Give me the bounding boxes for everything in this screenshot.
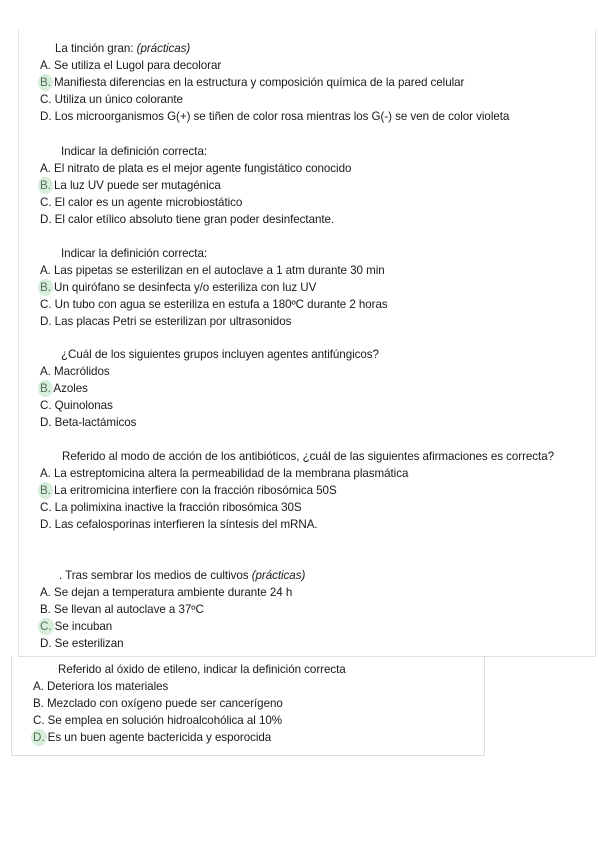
- question-6: [40, 567, 305, 652]
- option-c[interactable]: C. Un tubo con agua se esteriliza en estufa a 180ºC durante 2 horas: [40, 298, 388, 311]
- correct-answer-marker: B.: [40, 382, 51, 395]
- question-5: [40, 448, 580, 533]
- correct-answer-marker: D.: [33, 731, 45, 744]
- option-b[interactable]: B. Manifiesta diferencias en la estructura y composición química de la pared celular: [40, 76, 465, 89]
- question-1: [40, 40, 509, 125]
- option-d[interactable]: D. Se esterilizan: [40, 637, 124, 650]
- option-a[interactable]: A. Las pipetas se esterilizan en el autoclave a 1 atm durante 30 min: [40, 264, 385, 277]
- option-a[interactable]: A. Se dejan a temperatura ambiente durante 24 h: [40, 586, 293, 599]
- question-title: ¿Cuál de los siguientes grupos incluyen agentes antifúngicos?: [61, 348, 379, 361]
- option-d[interactable]: D. Las cefalosporinas interfieren la síntesis del mRNA.: [40, 518, 318, 531]
- option-a[interactable]: A. Macrólidos: [40, 365, 110, 378]
- option-b[interactable]: B. Un quirófano se desinfecta y/o esteriliza con luz UV: [40, 281, 317, 294]
- correct-answer-marker: B.: [40, 281, 51, 294]
- correct-answer-marker: B.: [40, 179, 51, 192]
- question-title: . Tras sembrar los medios de cultivos (prácticas): [59, 569, 306, 582]
- option-c[interactable]: C. Quinolonas: [40, 399, 113, 412]
- option-c[interactable]: C. Se emplea en solución hidroalcohólica al 10%: [33, 714, 283, 727]
- correct-answer-marker: B.: [40, 76, 51, 89]
- option-d[interactable]: D. Beta-lactámicos: [40, 416, 137, 429]
- correct-answer-marker: C.: [40, 620, 52, 633]
- question-title: La tinción gran: (prácticas): [55, 42, 191, 55]
- option-b[interactable]: B. Azoles: [40, 382, 88, 395]
- question-title: Referido al óxido de etileno, indicar la definición correcta: [58, 663, 346, 676]
- option-c[interactable]: C. Se incuban: [40, 620, 113, 633]
- option-c[interactable]: C. El calor es un agente microbiostático: [40, 196, 243, 209]
- question-3: [40, 245, 388, 330]
- option-d[interactable]: D. El calor etílico absoluto tiene gran poder desinfectante.: [40, 213, 335, 226]
- question-7: [33, 661, 346, 746]
- option-b[interactable]: B. Mezclado con oxígeno puede ser cancerígeno: [33, 697, 283, 710]
- option-b[interactable]: B. La luz UV puede ser mutagénica: [40, 179, 221, 192]
- question-4: [40, 346, 379, 431]
- option-d[interactable]: D. Los microorganismos G(+) se tiñen de color rosa mientras los G(-) se ven de color violeta: [40, 110, 510, 123]
- question-2: [40, 143, 351, 228]
- question-title: Indicar la definición correcta:: [61, 247, 208, 260]
- correct-answer-marker: B.: [40, 484, 51, 497]
- option-b[interactable]: B. La eritromicina interfiere con la fracción ribosómica 50S: [40, 484, 337, 497]
- option-a[interactable]: A. La estreptomicina altera la permeabilidad de la membrana plasmática: [40, 467, 409, 480]
- option-c[interactable]: C. La polimixina inactive la fracción ribosómica 30S: [40, 501, 302, 514]
- option-b[interactable]: B. Se llevan al autoclave a 37ºC: [40, 603, 204, 616]
- option-c[interactable]: C. Utiliza un único colorante: [40, 93, 183, 106]
- option-a[interactable]: A. El nitrato de plata es el mejor agente fungistático conocido: [40, 162, 352, 175]
- option-d[interactable]: D. Las placas Petri se esterilizan por ultrasonidos: [40, 315, 292, 328]
- option-a[interactable]: A. Se utiliza el Lugol para decolorar: [40, 59, 222, 72]
- option-d[interactable]: D. Es un buen agente bactericida y esporocida: [33, 731, 272, 744]
- option-a[interactable]: A. Deteriora los materiales: [33, 680, 169, 693]
- question-title: Indicar la definición correcta:: [61, 145, 208, 158]
- question-title: Referido al modo de acción de los antibióticos, ¿cuál de las siguientes afirmaciones es correcta?: [62, 450, 555, 463]
